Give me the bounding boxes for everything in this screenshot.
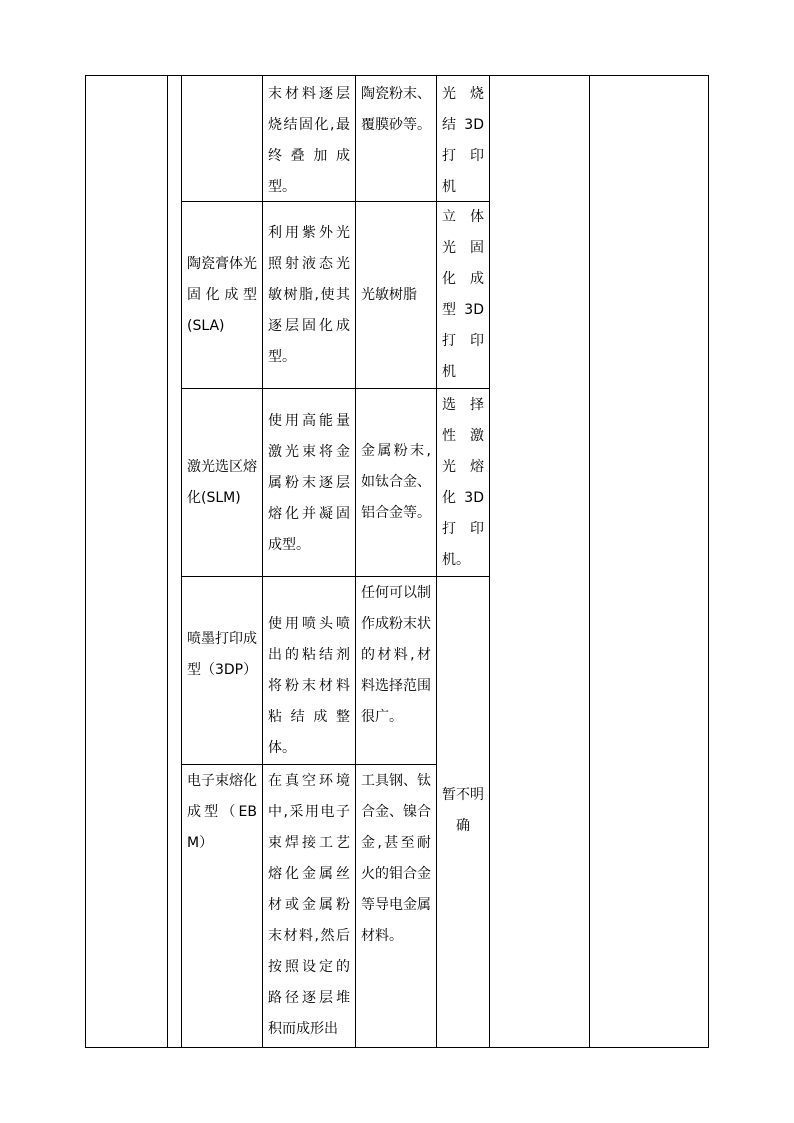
table-border-bottom (85, 1047, 709, 1048)
table-border-right (708, 75, 709, 1048)
method-cell: 激光选区熔化(SLM) (187, 459, 257, 506)
materials-cell: 陶瓷粉末、覆膜砂等。 (361, 86, 431, 133)
column-divider (355, 75, 356, 1048)
column-divider (262, 75, 263, 1048)
principle-cell: 使用喷头喷出的粘结剂将粉末材料粘结成整体。 (268, 616, 350, 756)
equipment-cell: 立 体 光 固 化 成 型 3D 打 印 机 (442, 209, 484, 380)
merged-equipment-cell: 暂不明确 (442, 787, 484, 834)
materials-cell: 工具钢、钛合金、镍合金,甚至耐火的钼合金等导电金属材料。 (361, 773, 431, 944)
materials-cell: 金属粉末,如钛合金、铝合金等。 (361, 443, 431, 521)
table-border-left (85, 75, 86, 1048)
principle-cell: 在真空环境中,采用电子束焊接工艺熔化金属丝材或金属粉末材料,然后按照设定的路径逐层堆积而成形出 (268, 773, 350, 1037)
materials-cell: 任何可以制作成粉末状的材料,材料选择范围很广。 (361, 585, 431, 725)
column-divider (181, 75, 182, 1048)
column-divider (167, 75, 168, 1048)
column-divider (436, 75, 437, 1048)
principle-cell: 利用紫外光照射液态光敏树脂,使其逐层固化成型。 (268, 225, 350, 365)
equipment-cell: 选 择 性 激 光 熔 化 3D 打 印 机。 (442, 397, 484, 568)
principle-cell: 末材料逐层烧结固化,最终叠加成型。 (268, 86, 350, 195)
principle-cell: 使用高能量激光束将金属粉末逐层熔化并凝固成型。 (268, 413, 350, 553)
column-divider (589, 75, 590, 1048)
equipment-cell: 光 烧 结 3D 打 印 机 (442, 86, 484, 195)
method-cell: 陶瓷膏体光固化成型(SLA) (187, 256, 257, 334)
row-divider (181, 764, 437, 765)
column-divider (489, 75, 490, 1048)
materials-cell: 光敏树脂 (361, 287, 417, 303)
table-border-top (85, 75, 709, 76)
row-divider (181, 576, 490, 577)
row-divider (181, 388, 490, 389)
method-cell: 喷墨打印成型（3DP） (187, 631, 258, 678)
method-cell: 电子束熔化成型（EBM） (187, 773, 257, 851)
